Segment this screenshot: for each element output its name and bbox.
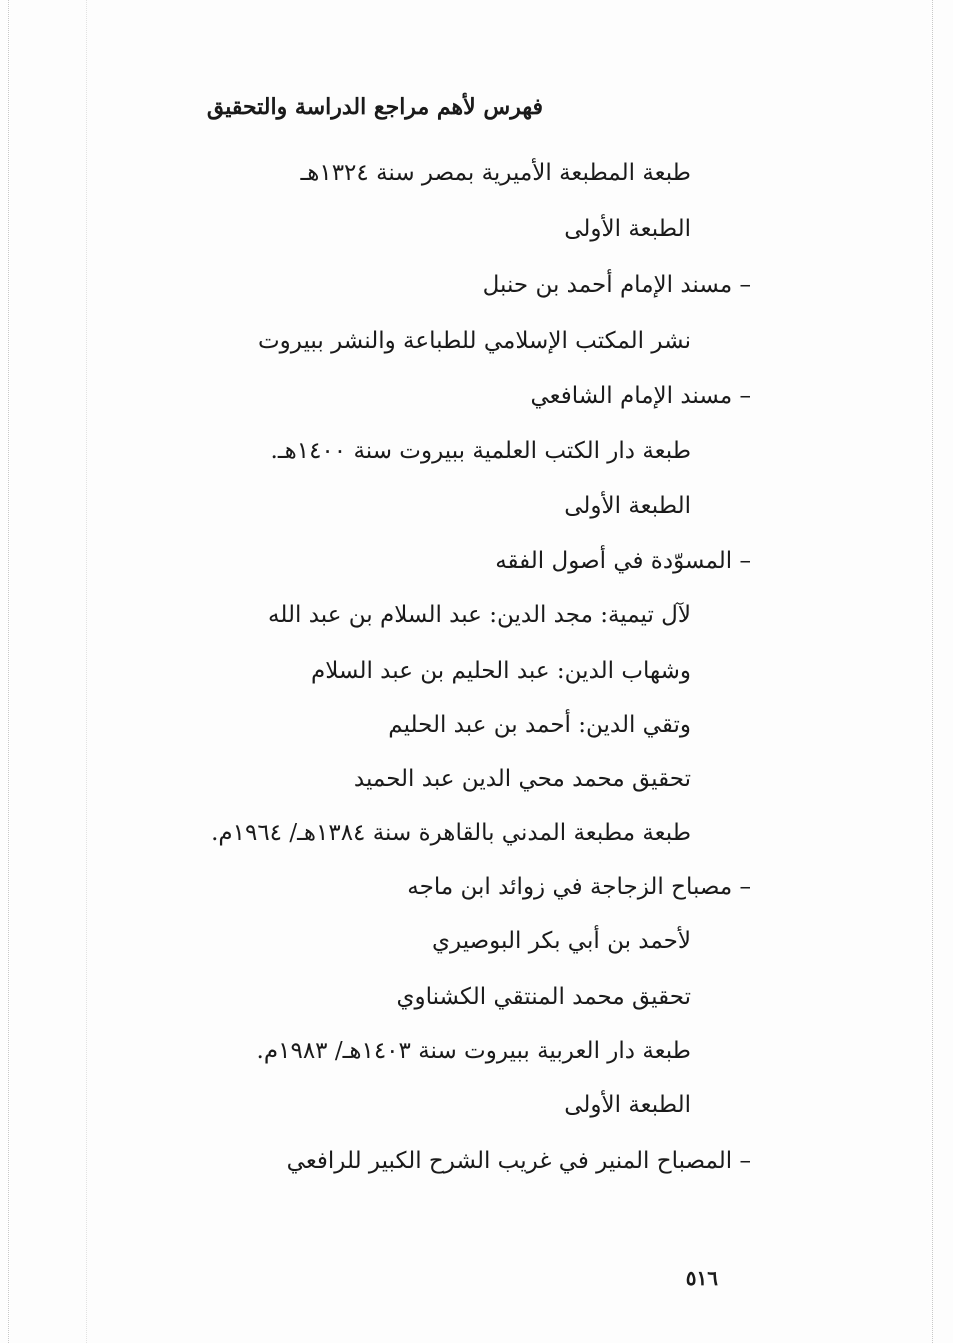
reference-entry: – مسند الإمام الشافعي [530, 383, 751, 409]
text-line: طبعة دار العربية ببيروت سنة ١٤٠٣هـ/ ١٩٨٣م. [256, 1038, 691, 1064]
reference-entry: – مصباح الزجاجة في زوائد ابن ماجه [407, 874, 751, 900]
scan-edge-inner [86, 0, 87, 1343]
text-line: طبعة المطبعة الأميرية بمصر سنة ١٣٢٤هـ [300, 160, 691, 186]
reference-entry: – مسند الإمام أحمد بن حنبل [482, 272, 751, 298]
text-line: تحقيق محمد المنتقي الكشناوي [396, 984, 691, 1010]
text-line: لأحمد بن أبي بكر البوصيري [432, 928, 691, 954]
text-line: لآل تيمية: مجد الدين: عبد السلام بن عبد الله [268, 602, 691, 628]
text-line: وشهاب الدين: عبد الحليم بن عبد السلام [310, 658, 691, 684]
scan-edge-left [8, 0, 9, 1343]
scan-edge-right [932, 0, 933, 1343]
running-header: فهرس لأهم مراجع الدراسة والتحقيق [206, 94, 543, 120]
reference-entry: – المسوّدة في أصول الفقه [495, 548, 751, 574]
reference-entry: – المصباح المنير في غريب الشرح الكبير للرافعي [286, 1148, 751, 1174]
page-number: ٥١٦ [685, 1266, 718, 1290]
text-line: نشر المكتب الإسلامي للطباعة والنشر ببيروت [258, 328, 691, 354]
text-line: الطبعة الأولى [564, 493, 691, 519]
text-line: طبعة مطبعة المدني بالقاهرة سنة ١٣٨٤هـ/ ١٩٦٤م. [211, 820, 691, 846]
text-line: وتقي الدين: أحمد بن عبد الحليم [388, 712, 691, 738]
text-line: الطبعة الأولى [564, 1092, 691, 1118]
text-line: الطبعة الأولى [564, 216, 691, 242]
text-line: طبعة دار الكتب العلمية ببيروت سنة ١٤٠٠هـ. [270, 438, 691, 464]
text-line: تحقيق محمد محي الدين عبد الحميد [353, 766, 691, 792]
